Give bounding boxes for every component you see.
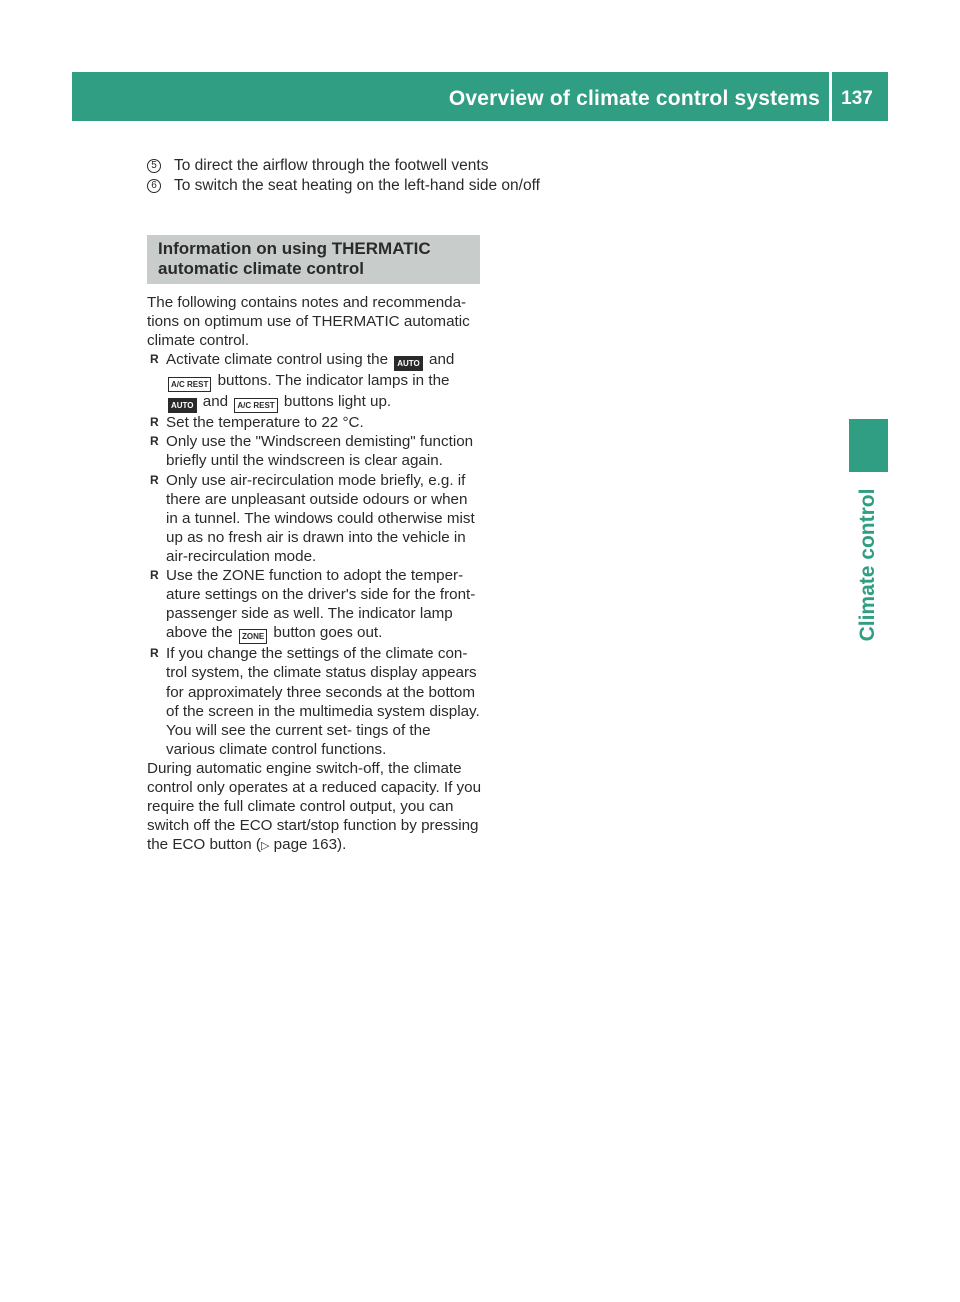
legend-item — [147, 176, 767, 196]
header-title: Overview of climate control systems — [448, 87, 820, 110]
list-item: R Only use air-recirculation mode briefly, e.g. if there are unpleasant outside odours or when in a tunnel. The windows could otherwise mist up as no fresh air is drawn into the vehicle in air-recirculation mode. — [147, 471, 482, 566]
bullet-text: Activate climate control using the — [166, 351, 389, 369]
auto-button-icon: AUTO — [168, 398, 197, 413]
ac-rest-button-icon: A/C REST — [234, 398, 277, 413]
intro-paragraph: The following contains notes and recommenda- tions on optimum use of THERMATIC automatic climate control. — [147, 294, 470, 350]
legend-item — [147, 156, 767, 176]
page-header — [72, 72, 888, 121]
list-item — [147, 350, 482, 413]
header-divider — [829, 72, 832, 121]
callout-number: 6 — [147, 179, 161, 193]
list-item — [147, 566, 482, 644]
ac-rest-button-icon: A/C REST — [168, 377, 211, 392]
legend-text: To direct the airflow through the footwell vents — [174, 157, 489, 174]
closing-paragraph — [147, 759, 482, 856]
bullet-text: button goes out. — [273, 624, 383, 642]
legend-list — [147, 156, 767, 196]
section-heading — [147, 235, 480, 284]
page-reference-arrow-icon: ▷ — [260, 840, 270, 853]
auto-button-icon: AUTO — [394, 356, 423, 371]
bullet-text: and — [429, 351, 455, 369]
section-title-line1: Information on using THERMATIC — [158, 239, 431, 258]
list-item: R Only use the "Windscreen demisting" function briefly until the windscreen is clear again. — [147, 432, 482, 470]
chapter-tab — [849, 419, 888, 472]
legend-text: To switch the seat heating on the left-hand side on/off — [174, 177, 540, 194]
section-body — [147, 293, 482, 856]
list-item: R If you change the settings of the climate con- trol system, the climate status display appears for approximately three seconds at the bottom of the screen in the multimedia system display. You will see the current set- tings of the various climate control functions. — [147, 644, 482, 759]
callout-number: 5 — [147, 159, 161, 173]
page-reference-link[interactable]: page 163). — [273, 836, 347, 854]
page-number: 137 — [841, 88, 873, 109]
chapter-label: Climate control — [856, 488, 879, 642]
bullet-text: Use the ZONE function to adopt the temper- ature settings on the driver's side for the front-passenger side as well. The indicator lamp above the — [166, 567, 476, 642]
list-item: R Set the temperature to 22 °C. — [147, 413, 482, 432]
bullet-text: buttons light up. — [283, 393, 392, 411]
zone-button-icon: ZONE — [239, 629, 267, 644]
bullet-text: and — [202, 393, 229, 411]
closing-text: During automatic engine switch-off, the climate control only operates at a reduced capacity. If you require the full climate control output, you can switch off the ECO start/stop function by pressing the ECO button ( — [147, 759, 482, 854]
bullet-text: buttons. The indicator lamps in the — [217, 372, 450, 390]
section-title-line2: automatic climate control — [158, 259, 364, 278]
recommendation-list — [147, 350, 482, 759]
